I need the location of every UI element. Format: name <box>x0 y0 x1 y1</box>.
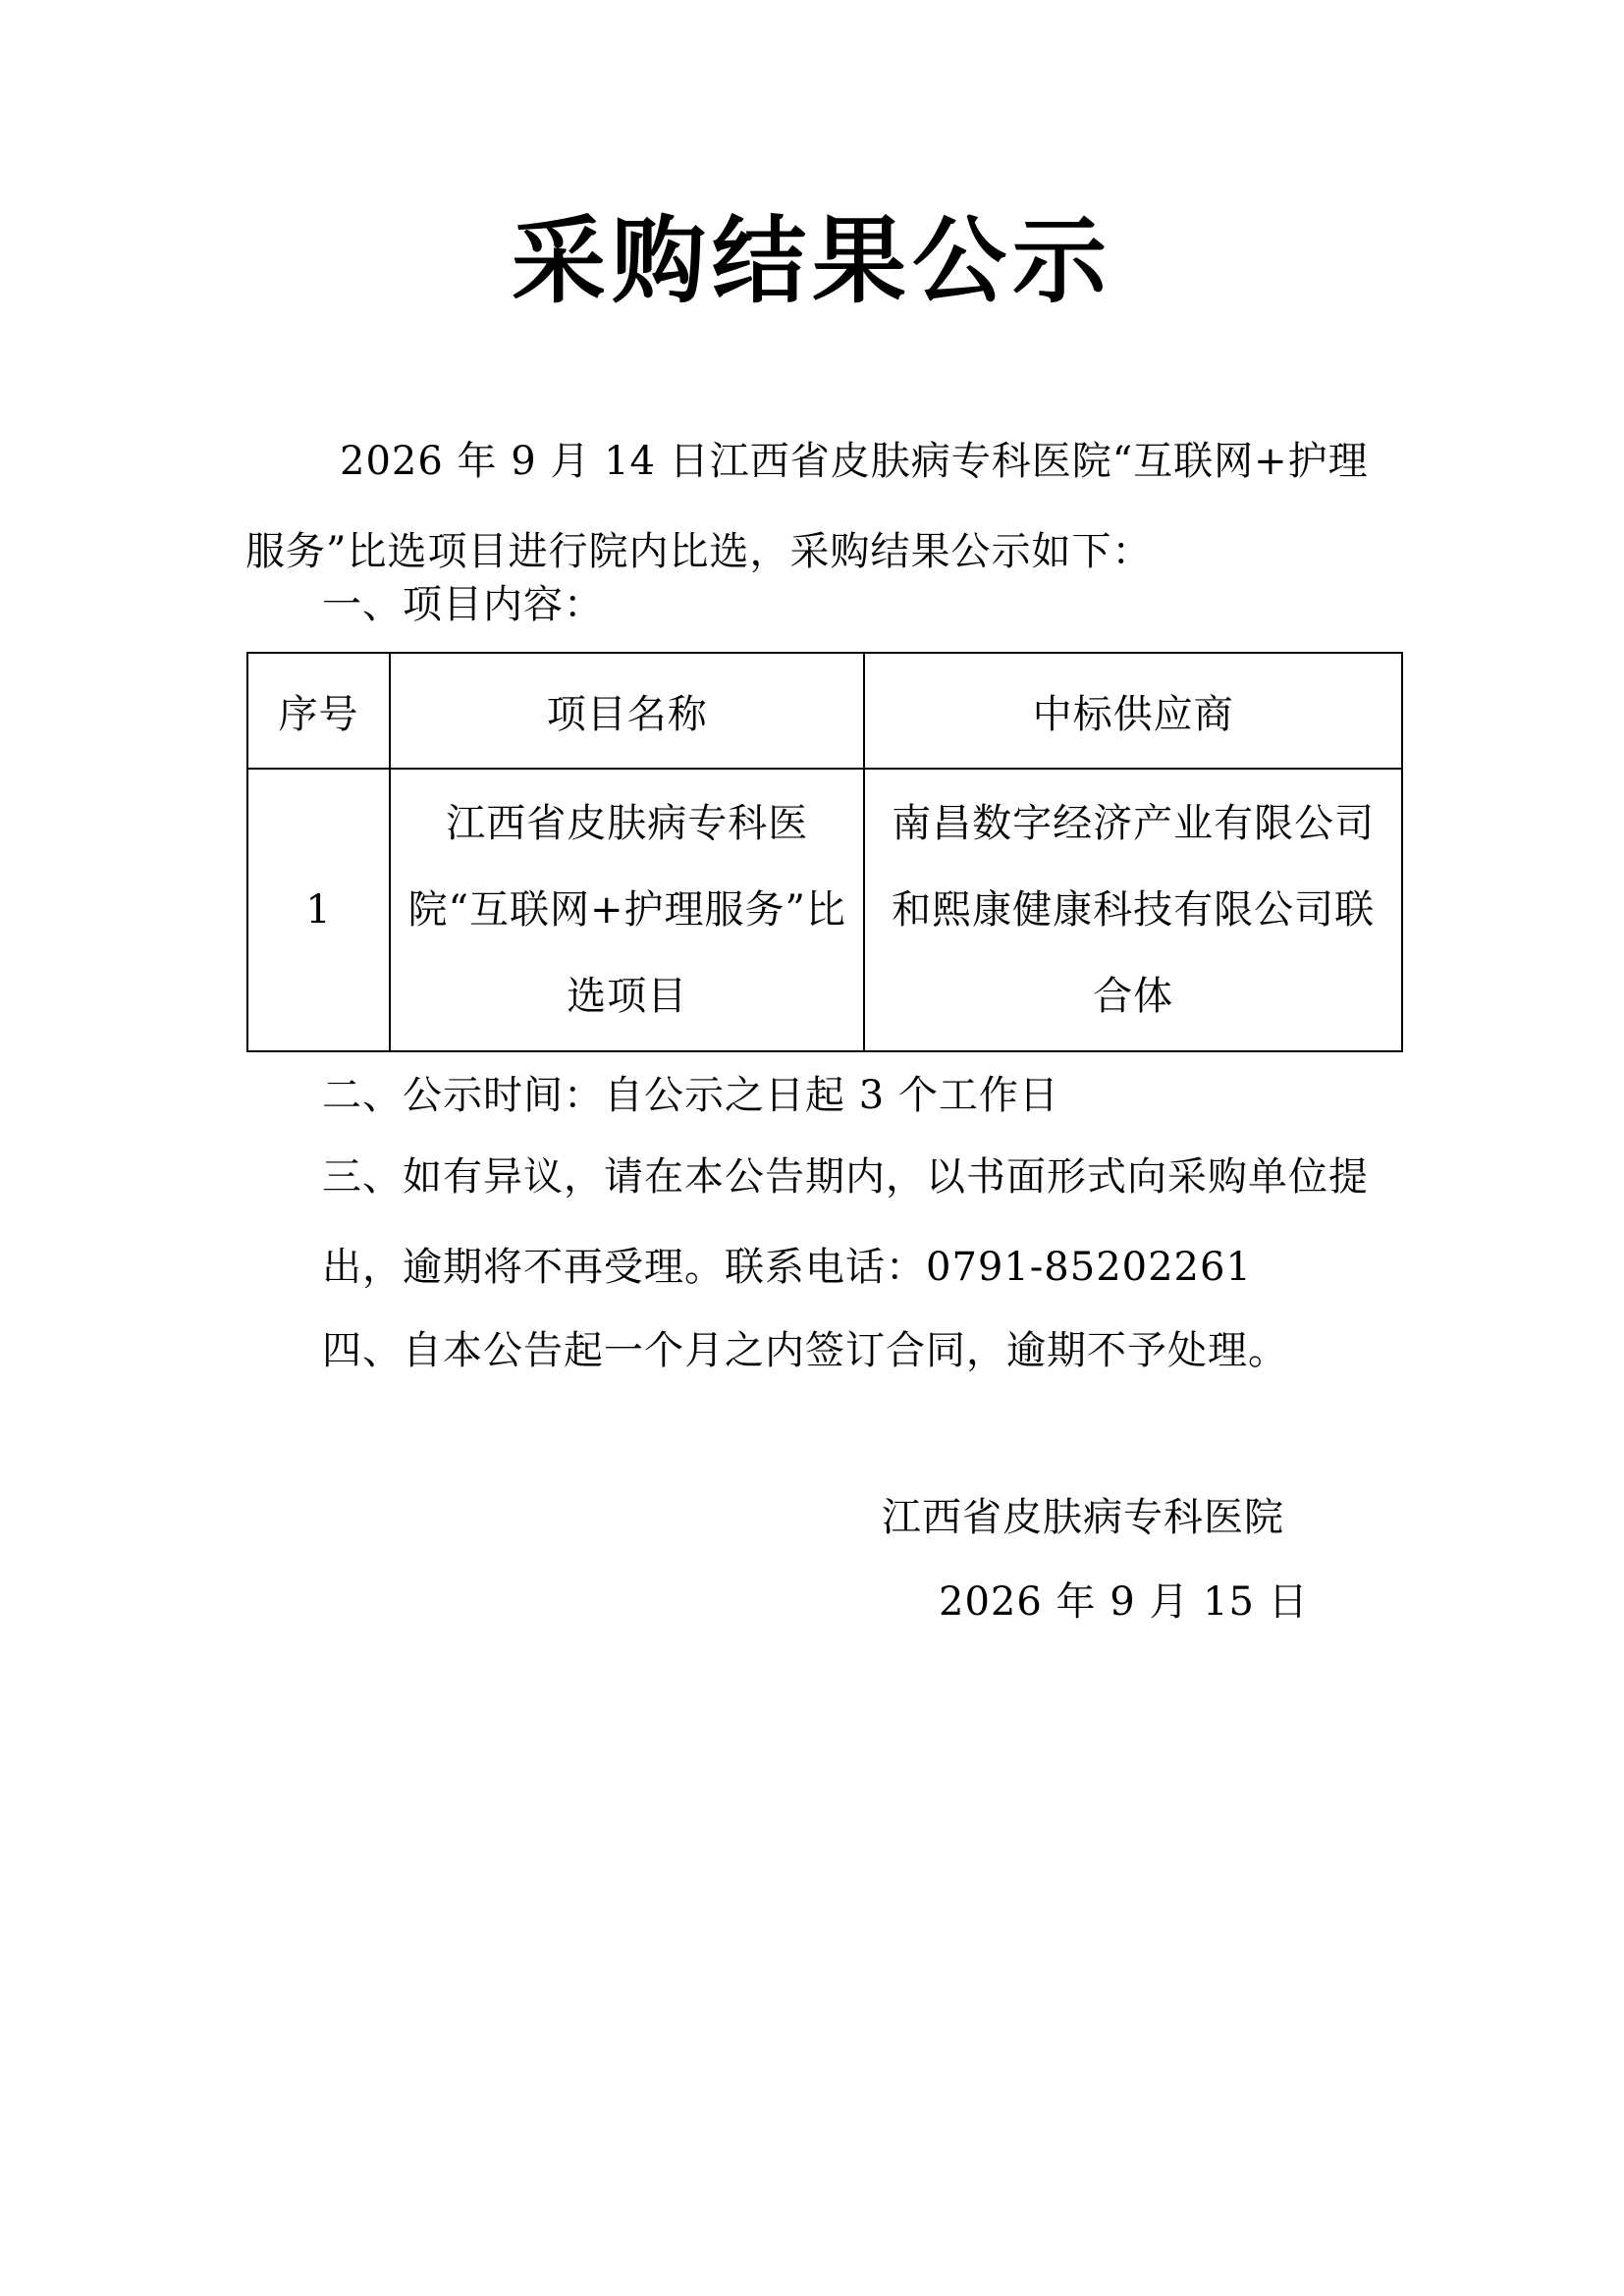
cell-no: 1 <box>247 769 390 1051</box>
result-table <box>246 652 1403 1052</box>
section-4-paragraph: 四、自本公告起一个月之内签订合同，逾期不予处理。 <box>322 1328 1288 1373</box>
table-header-row <box>247 653 1402 769</box>
header-vendor: 中标供应商 <box>864 653 1402 769</box>
header-no: 序号 <box>247 653 390 769</box>
intro-paragraph: 2026 年 9 月 14 日江西省皮肤病专科医院“互联网+护理服务”比选项目进行院内比选，采购结果公示如下： <box>245 439 1369 574</box>
document-title: 采购结果公示 <box>512 206 1112 316</box>
signature-organization: 江西省皮肤病专科医院 <box>882 1495 1284 1540</box>
section-3-paragraph: 三、如有异议，请在本公告期内，以书面形式向采购单位提出，逾期将不再受理。联系电话：0791-85202261 <box>322 1154 1369 1290</box>
section-2-paragraph: 二、公示时间：自公示之日起 3 个工作日 <box>322 1073 1059 1118</box>
header-project-name: 项目名称 <box>390 653 864 769</box>
signature-date: 2026 年 9 月 15 日 <box>939 1579 1309 1625</box>
cell-vendor: 南昌数字经济产业有限公司和熙康健康科技有限公司联合体 <box>864 769 1402 1051</box>
cell-project-name: 江西省皮肤病专科医院“互联网+护理服务”比选项目 <box>390 769 864 1051</box>
section-1-heading: 一、项目内容： <box>322 582 604 627</box>
table-row <box>247 769 1402 1051</box>
